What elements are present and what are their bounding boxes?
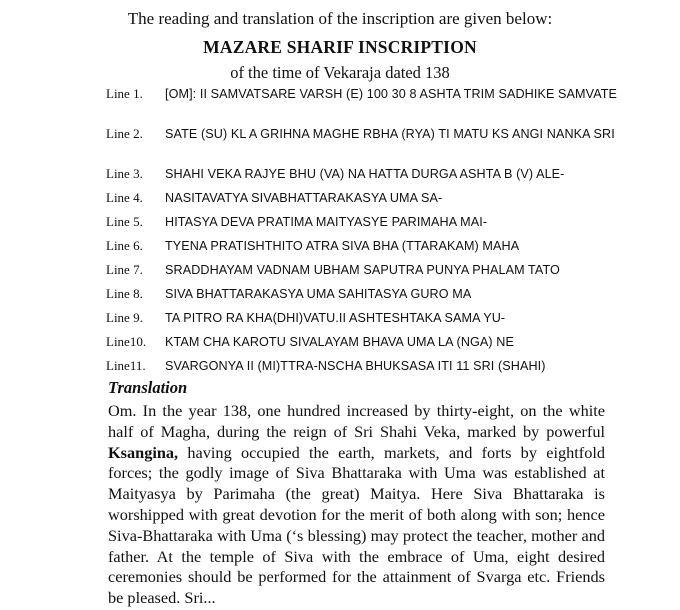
line-text: TA PITRO RA KHA(DHI)VATU.II ASHTESHTAKA SAMA YU- xyxy=(165,311,506,325)
line-label: Line 9. xyxy=(106,310,143,325)
inscription-line xyxy=(106,214,666,230)
line-text: [OM]: II SAMVATSARE VARSH (E) 100 30 8 ASHTA TRIM SADHIKE SAMVATE xyxy=(165,87,618,101)
translation-text-end: having occupied the earth, markets, and forts by eightfold forces; the godly image of Siva Bhattaraka with Uma was established at Maityasya by Parimaha (the great) Maitya. Here Siva Bhattaraka is worshipped with great devotion for the merit of both along with son; hence Siva-Bhattaraka with Uma (‘s blessing) may protect the teacher, mother and father. At the temple of Siva with the embrace of Uma, eight desired ceremonies should be performed for the attainment of Svarga etc. Friends be pleased. Sri... xyxy=(108,442,605,608)
line-text: HITASYA DEVA PRATIMA MAITYASYE PARIMAHA MAI- xyxy=(165,215,488,229)
line-text: SRADDHAYAM VADNAM UBHAM SAPUTRA PUNYA PHALAM TATO xyxy=(165,263,560,277)
line-label: Line 8. xyxy=(106,286,143,301)
inscription-lines xyxy=(106,86,666,382)
line-label: Line10. xyxy=(106,334,147,349)
line-text: NASITAVATYA SIVABHATTARAKASYA UMA SA- xyxy=(165,191,443,205)
translation-heading: Translation xyxy=(108,378,188,397)
inscription-line xyxy=(106,190,666,206)
inscription-line xyxy=(106,126,666,158)
intro-sentence: The reading and translation of the inscription are given below: xyxy=(127,9,553,28)
line-label: Line 3. xyxy=(106,166,143,181)
line-label: Line 1. xyxy=(106,86,143,101)
inscription-line xyxy=(106,166,666,182)
inscription-line xyxy=(106,86,666,118)
inscription-subtitle: of the time of Vekaraja dated 138 xyxy=(230,63,450,82)
inscription-line xyxy=(106,262,666,278)
line-label: Line 6. xyxy=(106,238,143,253)
inscription-line xyxy=(106,286,666,302)
line-text: TYENA PRATISHTHITO ATRA SIVA BHA (TTARAKAM) MAHA xyxy=(165,239,520,253)
inscription-line xyxy=(106,310,666,326)
line-text: SATE (SU) KL A GRIHNA MAGHE RBHA (RYA) TI MATU KS ANGI NANKA SRI xyxy=(165,127,615,141)
inscription-title: MAZARE SHARIF INSCRIPTION xyxy=(203,37,477,57)
translation-text-start: Om. In the year 138, one hundred increased by thirty-eight, on the white half of Magha, during the reign of Sri Shahi Veka, marked by powerful xyxy=(108,401,605,441)
line-label: Line 5. xyxy=(106,214,143,229)
translation-bold-term: Ksangina, xyxy=(108,442,179,462)
line-text: KTAM CHA KAROTU SIVALAYAM BHAVA UMA LA (NGA) NE xyxy=(165,335,515,349)
line-text: SVARGONYA II (MI)TTRA-NSCHA BHUKSASA ITI 11 SRI (SHAHI) xyxy=(165,359,546,373)
inscription-line xyxy=(106,238,666,254)
line-label: Line 2. xyxy=(106,126,143,141)
translation-paragraph xyxy=(108,401,605,609)
line-label: Line 7. xyxy=(106,262,143,277)
line-text: SIVA BHATTARAKASYA UMA SAHITASYA GURO MA xyxy=(165,287,472,301)
inscription-line xyxy=(106,358,666,374)
inscription-line xyxy=(106,334,666,350)
line-label: Line11. xyxy=(106,358,146,373)
line-label: Line 4. xyxy=(106,190,143,205)
line-text: SHAHI VEKA RAJYE BHU (VA) NA HATTA DURGA ASHTA B (V) ALE- xyxy=(165,167,565,181)
